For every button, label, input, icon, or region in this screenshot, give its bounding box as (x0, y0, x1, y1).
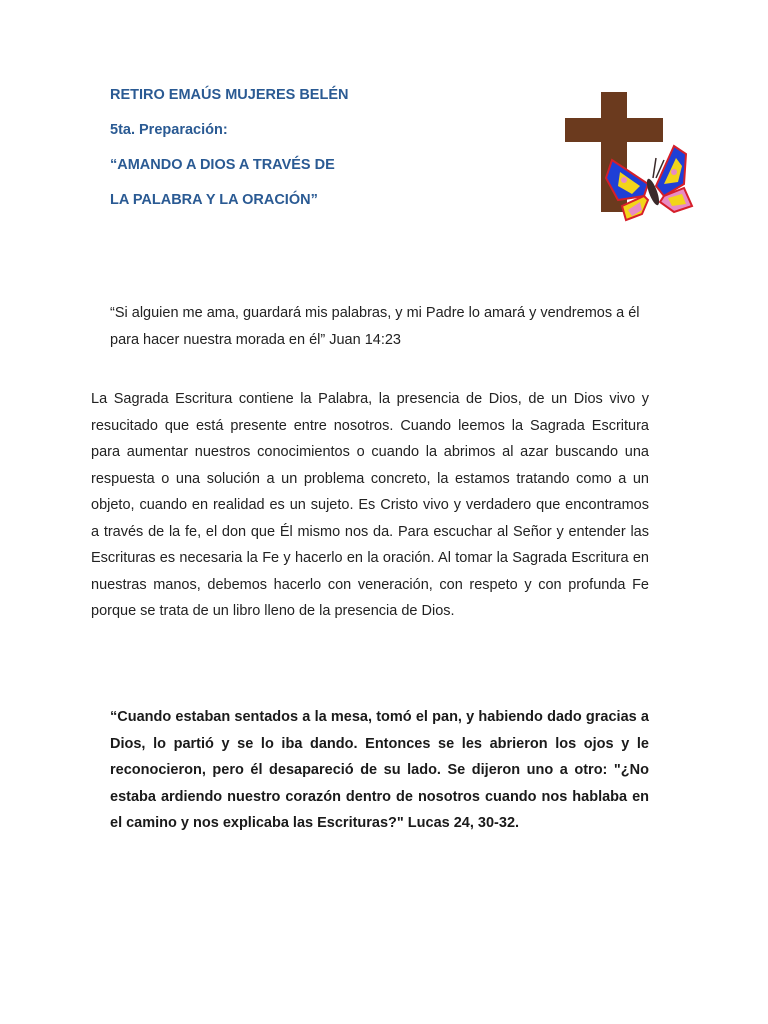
epigraph-john-14-23: “Si alguien me ama, guardará mis palabras, y mi Padre lo amará y vendremos a él para hacer nuestra morada en él” Juan 14:23 (110, 305, 640, 348)
quote-luke-24: “Cuando estaban sentados a la mesa, tomó el pan, y habiendo dado gracias a Dios, lo partió y se lo iba dando. Entonces se les abrieron los ojos y le reconocieron, pero él desapareció de su lado. Se dijeron uno a otro: "¿No estaba ardiendo nuestro corazón dentro de nosotros cuando nos hablaba en el camino y nos explicaba las Escrituras?" Lucas 24, 30-32. (110, 709, 649, 831)
document-header (110, 86, 510, 226)
body-paragraph: La Sagrada Escritura contiene la Palabra, la presencia de Dios, de un Dios vivo y resucitado que está presente entre nosotros. Cuando leemos la Sagrada Escritura para aumentar nuestros conocimientos o cuando la abrimos al azar buscando una respuesta o una solución a un problema concreto, la estamos tratando como a un objeto, cuando en realidad es un sujeto. Es Cristo vivo y verdadero que encontramos a través de la fe, el don que Él mismo nos da. Para escuchar al Señor y entender las Escrituras es necesaria la Fe y hacerlo en la oración. Al tomar la Sagrada Escritura en nuestras manos, debemos hacerlo con veneración, con respeto y con profunda Fe porque se trata de un libro lleno de la presencia de Dios. (91, 391, 649, 619)
preparation-label: 5ta. Preparación: (110, 122, 228, 138)
theme-title-line-1: “AMANDO A DIOS A TRAVÉS DE (110, 157, 335, 173)
cross-butterfly-illustration (560, 88, 700, 228)
illustration-svg (560, 88, 700, 228)
theme-title-line-2: LA PALABRA Y LA ORACIÓN” (110, 192, 318, 208)
retreat-title: RETIRO EMAÚS MUJERES BELÉN (110, 87, 349, 103)
